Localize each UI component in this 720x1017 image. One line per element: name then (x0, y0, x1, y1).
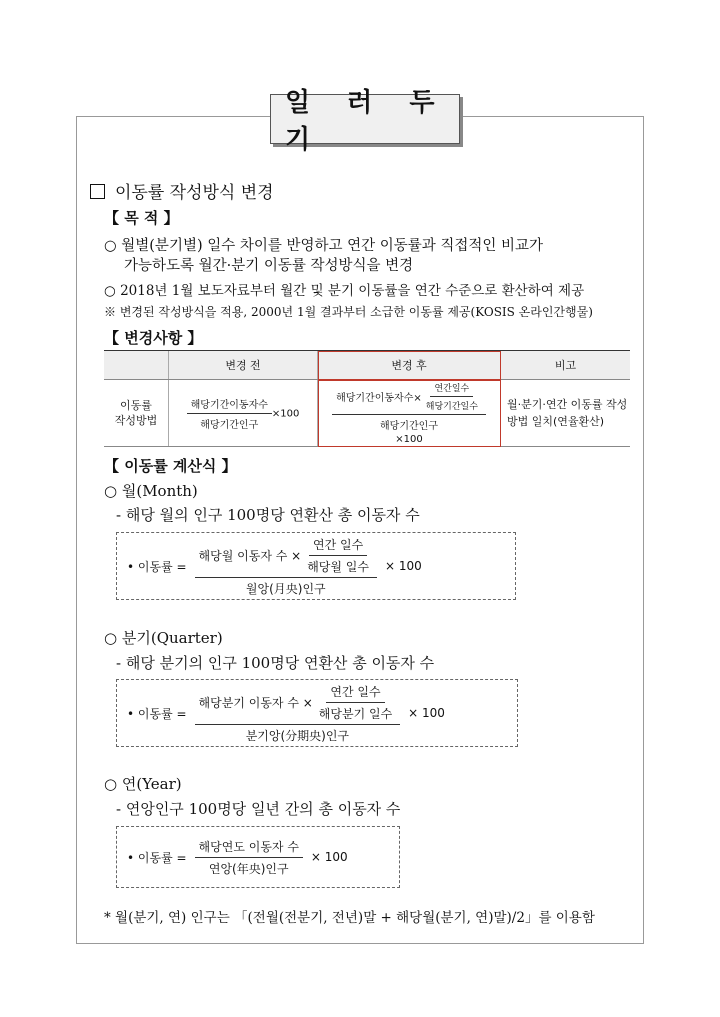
quarter-multiplier: × 100 (408, 706, 445, 720)
year-multiplier: × 100 (310, 850, 348, 864)
before-multiplier: ×100 (271, 408, 300, 419)
after-denominator: 해당기간인구 (380, 421, 438, 432)
quarter-numerator (195, 683, 401, 725)
purpose-item-1-cont: 가능하도록 월간·분기 이동률 작성방식을 변경 (124, 258, 414, 274)
changes-table (104, 350, 630, 447)
month-formula-box (116, 532, 516, 600)
footnote: * 월(분기, 연) 인구는 「(전월(전분기, 전년)말 + 해당월(분기, 연)말)/2」를 이용함 (104, 910, 595, 926)
month-title: ○ 월(Month) (104, 482, 198, 500)
month-formula (127, 533, 422, 599)
quarter-fraction (195, 683, 401, 744)
table-header (104, 351, 169, 380)
quarter-desc: - 해당 분기의 인구 100명당 연환산 총 이동자 수 (116, 654, 435, 672)
quarter-formula (127, 680, 445, 746)
month-inner-denominator: 해당월 일수 (307, 559, 369, 574)
month-fraction (195, 536, 377, 597)
before-numerator: 해당기간이동자수 (187, 396, 272, 414)
quarter-denominator: 분기앙(分期央)인구 (245, 728, 350, 743)
year-desc: - 연앙인구 100명당 일년 간의 총 이동자 수 (116, 800, 401, 818)
month-inner-numerator: 연간 일수 (309, 536, 367, 556)
checkbox-square-icon (90, 184, 105, 199)
after-numerator (332, 381, 486, 415)
remark-line: 월·분기·연간 이동률 작성 (507, 398, 628, 411)
year-denominator: 연앙(年央)인구 (208, 861, 289, 876)
after-formula (318, 380, 501, 447)
purpose-label: 【 목 적 】 (104, 209, 179, 227)
month-lhs: • 이동률 = (127, 559, 187, 574)
after-numerator-text: 해당기간이동자수× (336, 393, 422, 404)
year-fraction (195, 838, 303, 877)
table-header: 비고 (501, 351, 631, 380)
quarter-numerator-text: 해당분기 이동자 수 × (198, 695, 313, 710)
before-formula (169, 380, 318, 447)
quarter-inner-denominator: 해당분기 일수 (318, 706, 393, 721)
month-denominator: 월앙(月央)인구 (245, 581, 326, 596)
formula-section-label: 【 이동률 계산식 】 (104, 457, 237, 475)
quarter-inner-numerator: 연간 일수 (326, 683, 384, 703)
year-lhs: • 이동률 = (127, 850, 187, 865)
month-multiplier: × 100 (384, 559, 422, 573)
after-inner-fraction (422, 381, 482, 412)
row-label-line: 작성방법 (114, 414, 158, 427)
month-inner-fraction (303, 536, 373, 575)
quarter-inner-fraction (315, 683, 396, 722)
year-numerator: 해당연도 이동자 수 (195, 838, 303, 858)
year-formula (127, 827, 348, 887)
section-heading (90, 178, 274, 203)
purpose-item-2: ○ 2018년 1월 보도자료부터 월간 및 분기 이동률을 연간 수준으로 환산하여 제공 (104, 283, 585, 299)
before-denominator: 해당기간인구 (200, 419, 259, 431)
month-numerator (195, 536, 377, 578)
page-title: 일 러 두 기 (270, 94, 460, 144)
table-header: 변경 전 (169, 351, 318, 380)
after-inner-denominator: 해당기간일수 (425, 402, 478, 412)
quarter-formula-box (116, 679, 518, 747)
quarter-lhs: • 이동률 = (127, 706, 187, 721)
row-label (104, 380, 169, 447)
table-header: 변경 후 (318, 351, 501, 380)
year-formula-box (116, 826, 400, 888)
section-heading-text: 이동률 작성방식 변경 (115, 183, 274, 203)
month-numerator-text: 해당월 이동자 수 × (198, 548, 302, 563)
remark-line: 방법 일치(연율환산) (507, 415, 605, 428)
purpose-item-1: ○ 월별(분기별) 일수 차이를 반영하고 연간 이동률과 직접적인 비교가 (104, 238, 544, 254)
changes-label: 【 변경사항 】 (104, 329, 203, 347)
year-title: ○ 연(Year) (104, 775, 182, 793)
month-desc: - 해당 월의 인구 100명당 연환산 총 이동자 수 (116, 506, 420, 524)
after-inner-numerator: 연간일수 (430, 381, 473, 397)
purpose-note: ※ 변경된 작성방식을 적용, 2000년 1월 결과부터 소급한 이동률 제공(KOSIS 온라인간행물) (104, 305, 593, 319)
before-fraction (187, 396, 272, 431)
quarter-title: ○ 분기(Quarter) (104, 629, 223, 647)
row-label-line: 이동률 (120, 399, 152, 412)
remark-cell (501, 380, 631, 447)
after-multiplier: ×100 (395, 434, 423, 445)
after-fraction (332, 381, 486, 432)
